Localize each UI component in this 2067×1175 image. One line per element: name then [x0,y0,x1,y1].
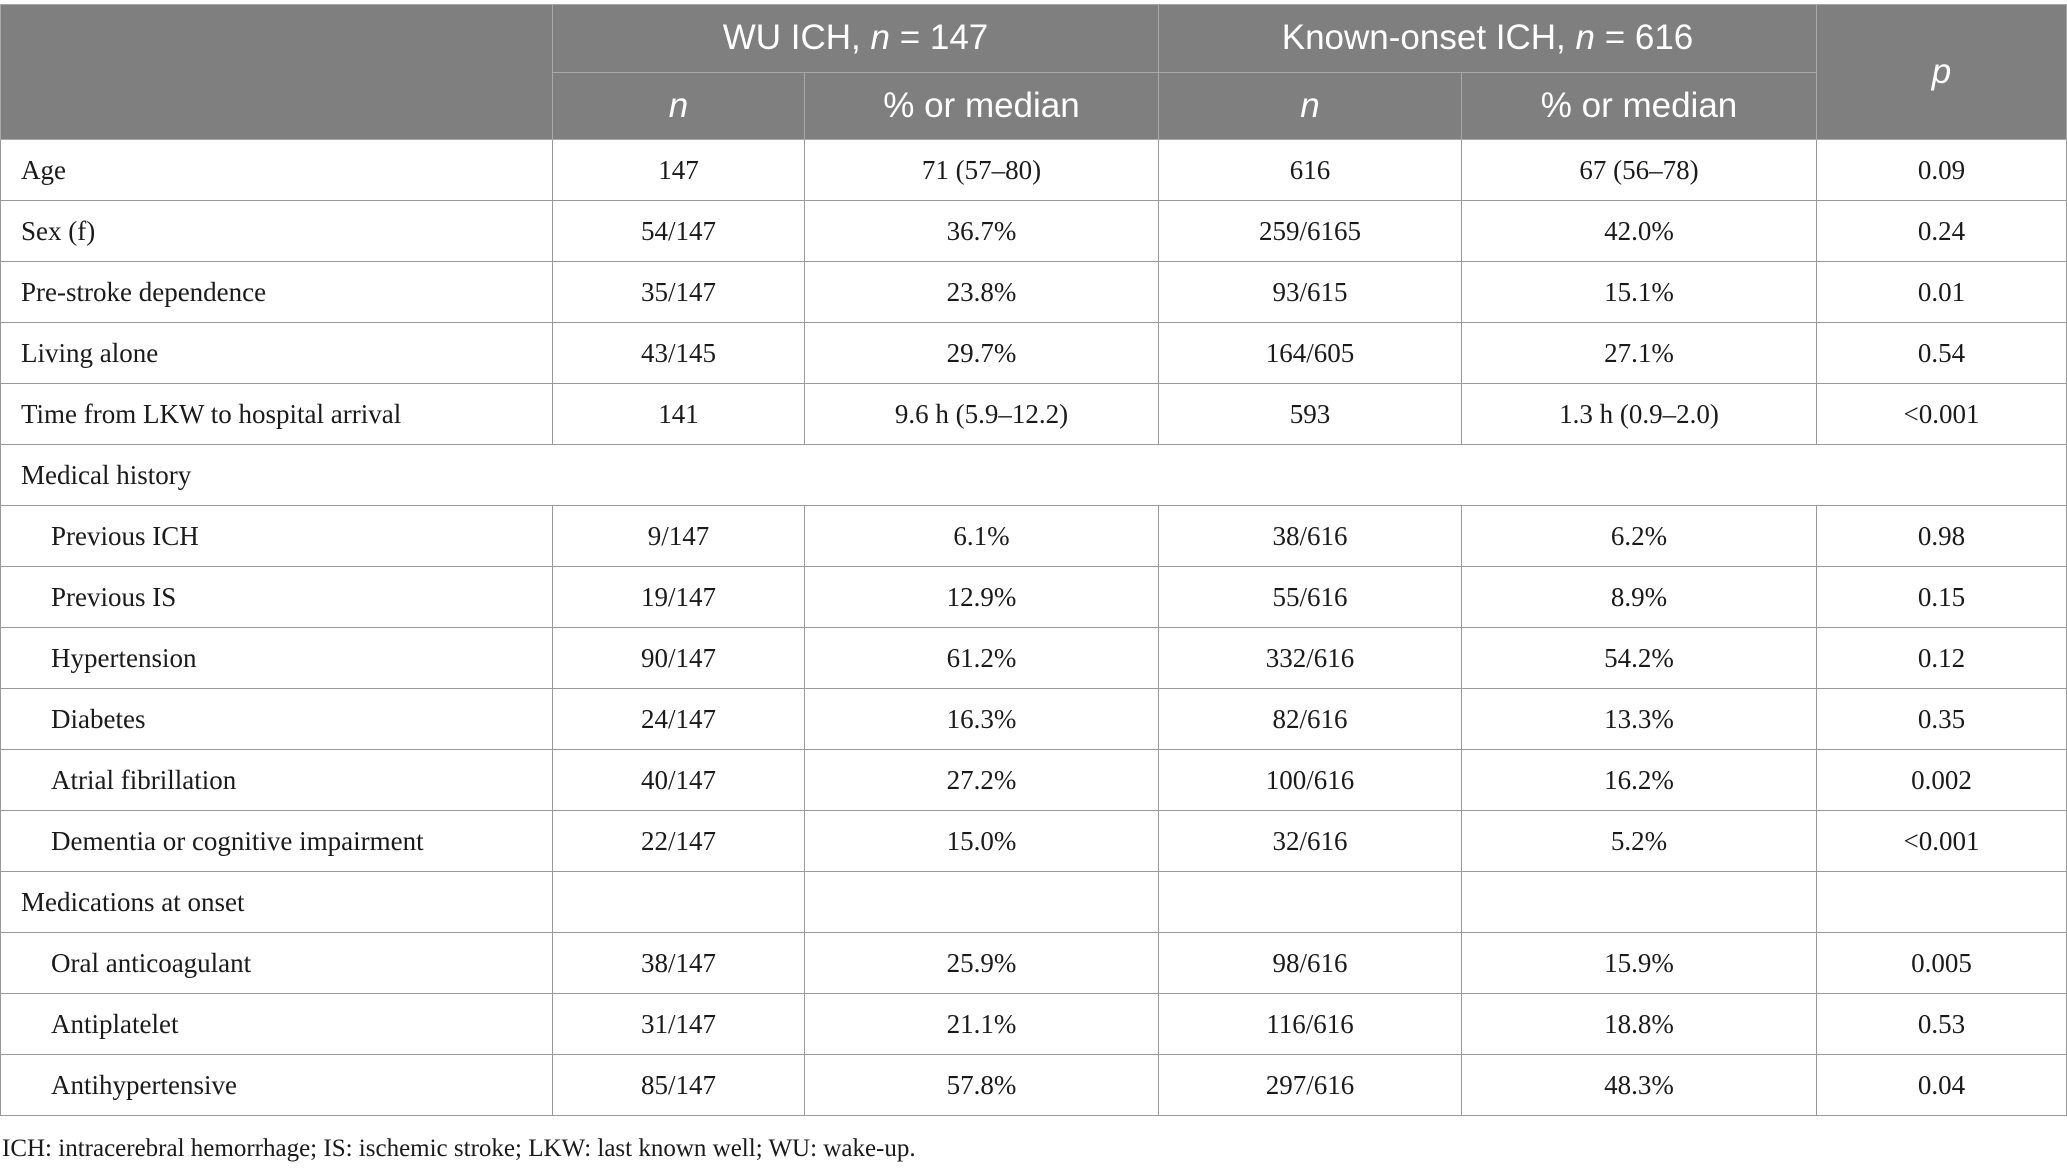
row-label: Atrial fibrillation [1,750,553,811]
known-n-cell: 259/6165 [1159,201,1462,262]
wu-pct-cell: 29.7% [805,323,1159,384]
header-wu-ich-group [553,5,1159,73]
wu-pct-cell: 61.2% [805,628,1159,689]
p-value-cell: 0.54 [1817,323,2067,384]
known-onset-prefix: Known-onset ICH, [1281,18,1576,58]
table-row [1,567,2067,628]
p-value-cell: 0.15 [1817,567,2067,628]
wu-pct-cell: 27.2% [805,750,1159,811]
table-row [1,506,2067,567]
wu-pct-cell: 21.1% [805,994,1159,1055]
wu-n-cell: 19/147 [553,567,805,628]
table-row [1,140,2067,201]
wu-pct-cell: 16.3% [805,689,1159,750]
row-label: Antihypertensive [1,1055,553,1116]
wu-ich-n-symbol: n [870,18,890,58]
wu-n-cell: 38/147 [553,933,805,994]
known-n-cell: 616 [1159,140,1462,201]
table-row [1,933,2067,994]
wu-pct-cell: 15.0% [805,811,1159,872]
empty-cell [805,872,1159,933]
empty-cell [1159,872,1462,933]
table-row [1,750,2067,811]
known-pct-cell: 16.2% [1462,750,1817,811]
wu-pct-cell: 12.9% [805,567,1159,628]
table-row [1,689,2067,750]
wu-n-cell: 35/147 [553,262,805,323]
header-row-groups [1,5,2067,73]
known-n-cell: 93/615 [1159,262,1462,323]
wu-pct-cell: 23.8% [805,262,1159,323]
empty-cell [1817,872,2067,933]
known-onset-suffix: = 616 [1594,18,1694,58]
known-n-cell: 332/616 [1159,628,1462,689]
wu-ich-prefix: WU ICH, [722,18,871,58]
table-row [1,262,2067,323]
wu-n-cell: 9/147 [553,506,805,567]
known-n-cell: 32/616 [1159,811,1462,872]
known-n-cell: 593 [1159,384,1462,445]
known-n-cell: 164/605 [1159,323,1462,384]
known-pct-cell: 67 (56–78) [1462,140,1817,201]
header-p-value: p [1817,5,2067,140]
p-value-cell: 0.98 [1817,506,2067,567]
known-pct-cell: 27.1% [1462,323,1817,384]
row-label: Living alone [1,323,553,384]
row-label: Previous IS [1,567,553,628]
wu-n-cell: 147 [553,140,805,201]
known-pct-cell: 48.3% [1462,1055,1817,1116]
row-label: Diabetes [1,689,553,750]
p-value-cell: 0.35 [1817,689,2067,750]
p-value-cell: 0.09 [1817,140,2067,201]
p-value-cell: 0.53 [1817,994,2067,1055]
table-header [1,5,2067,140]
known-pct-cell: 8.9% [1462,567,1817,628]
wu-n-cell: 85/147 [553,1055,805,1116]
wu-n-cell: 43/145 [553,323,805,384]
wu-pct-cell: 6.1% [805,506,1159,567]
row-label: Time from LKW to hospital arrival [1,384,553,445]
p-value-cell: 0.002 [1817,750,2067,811]
table-row [1,994,2067,1055]
wu-pct-cell: 71 (57–80) [805,140,1159,201]
row-label: Previous ICH [1,506,553,567]
known-n-cell: 116/616 [1159,994,1462,1055]
wu-ich-suffix: = 147 [889,18,989,58]
section-label: Medical history [1,445,2067,506]
wu-n-cell: 54/147 [553,201,805,262]
wu-n-cell: 90/147 [553,628,805,689]
empty-cell [1462,872,1817,933]
p-value-cell: 0.12 [1817,628,2067,689]
wu-n-cell: 24/147 [553,689,805,750]
row-label: Pre-stroke dependence [1,262,553,323]
row-label: Hypertension [1,628,553,689]
known-pct-cell: 15.9% [1462,933,1817,994]
header-known-pct: % or median [1462,72,1817,140]
known-pct-cell: 18.8% [1462,994,1817,1055]
section-label: Medications at onset [1,872,553,933]
p-value-cell: <0.001 [1817,811,2067,872]
p-value-cell: 0.005 [1817,933,2067,994]
wu-n-cell: 31/147 [553,994,805,1055]
wu-n-cell: 40/147 [553,750,805,811]
section-row-medical-history [1,445,2067,506]
table-row [1,1055,2067,1116]
known-onset-n-symbol: n [1575,18,1595,58]
table-row [1,384,2067,445]
wu-pct-cell: 57.8% [805,1055,1159,1116]
row-label: Dementia or cognitive impairment [1,811,553,872]
row-label: Age [1,140,553,201]
row-label: Sex (f) [1,201,553,262]
wu-pct-cell: 25.9% [805,933,1159,994]
wu-n-cell: 141 [553,384,805,445]
header-known-n: n [1159,72,1462,140]
known-n-cell: 100/616 [1159,750,1462,811]
known-pct-cell: 1.3 h (0.9–2.0) [1462,384,1817,445]
table-row [1,201,2067,262]
table-container [0,4,2067,1116]
known-n-cell: 98/616 [1159,933,1462,994]
table-footnote: ICH: intracerebral hemorrhage; IS: ischemic stroke; LKW: last known well; WU: wake-up. [2,1135,916,1162]
header-known-onset-group [1159,5,1817,73]
p-value-cell: 0.04 [1817,1055,2067,1116]
p-value-cell: 0.01 [1817,262,2067,323]
row-label: Oral anticoagulant [1,933,553,994]
p-value-cell: 0.24 [1817,201,2067,262]
known-n-cell: 82/616 [1159,689,1462,750]
empty-cell [553,872,805,933]
table-body [1,140,2067,1116]
row-label: Antiplatelet [1,994,553,1055]
wu-pct-cell: 9.6 h (5.9–12.2) [805,384,1159,445]
wu-n-cell: 22/147 [553,811,805,872]
known-pct-cell: 6.2% [1462,506,1817,567]
header-wu-pct: % or median [805,72,1159,140]
known-n-cell: 297/616 [1159,1055,1462,1116]
known-n-cell: 55/616 [1159,567,1462,628]
section-row-medications [1,872,2067,933]
table-row [1,628,2067,689]
known-n-cell: 38/616 [1159,506,1462,567]
header-blank-cell [1,5,553,140]
baseline-characteristics-table [0,4,2067,1116]
known-pct-cell: 13.3% [1462,689,1817,750]
table-row [1,323,2067,384]
known-pct-cell: 5.2% [1462,811,1817,872]
p-value-cell: <0.001 [1817,384,2067,445]
known-pct-cell: 42.0% [1462,201,1817,262]
header-wu-n: n [553,72,805,140]
known-pct-cell: 15.1% [1462,262,1817,323]
known-pct-cell: 54.2% [1462,628,1817,689]
table-row [1,811,2067,872]
wu-pct-cell: 36.7% [805,201,1159,262]
